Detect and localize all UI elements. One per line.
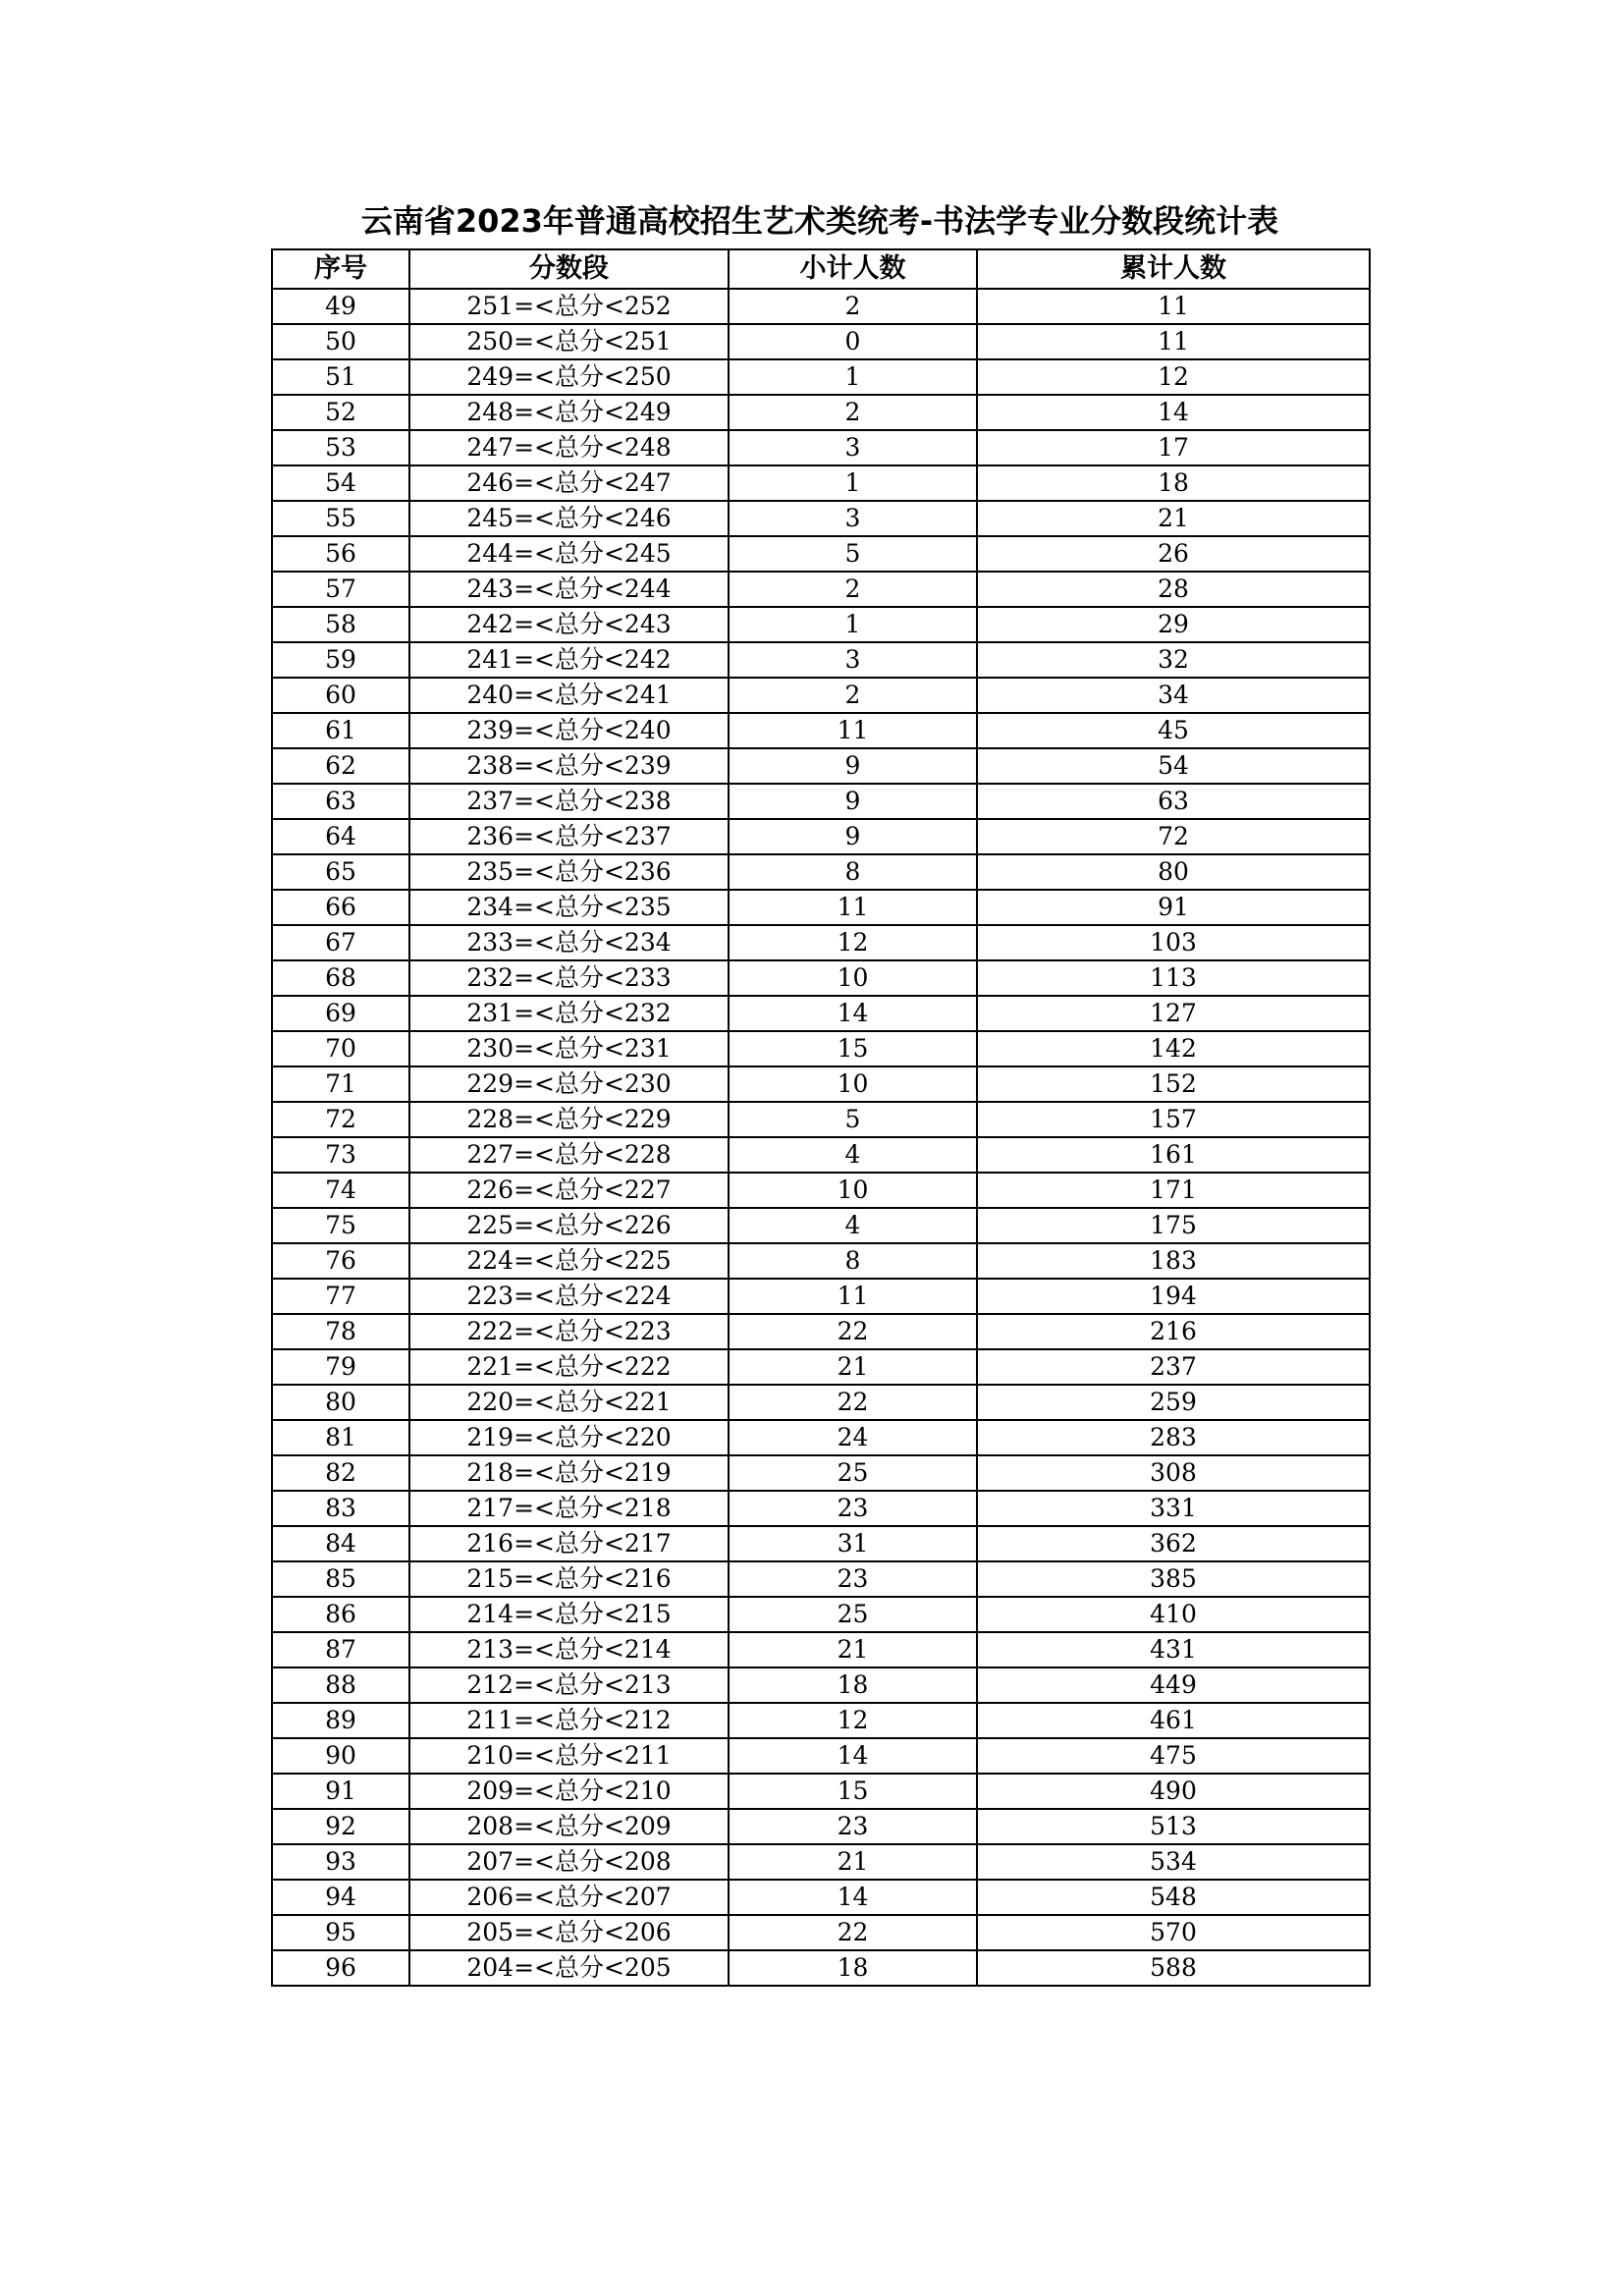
cell-index: 58 — [272, 607, 409, 642]
table-row — [272, 748, 1370, 784]
cell-cumulative: 91 — [977, 890, 1370, 925]
table-row — [272, 1915, 1370, 1950]
header-score-range: 分数段 — [409, 249, 729, 289]
cell-cumulative: 449 — [977, 1667, 1370, 1703]
table-row — [272, 1703, 1370, 1738]
table-row — [272, 607, 1370, 642]
table-header-row — [272, 249, 1370, 289]
table-row — [272, 1314, 1370, 1349]
table-row — [272, 465, 1370, 501]
cell-cumulative: 183 — [977, 1243, 1370, 1279]
cell-cumulative: 308 — [977, 1455, 1370, 1491]
cell-subtotal: 21 — [729, 1349, 977, 1385]
cell-subtotal: 3 — [729, 501, 977, 536]
cell-index: 71 — [272, 1066, 409, 1102]
cell-score-range: 244=<总分<245 — [409, 536, 729, 572]
table-row — [272, 642, 1370, 678]
table-row — [272, 784, 1370, 819]
cell-subtotal: 4 — [729, 1137, 977, 1173]
cell-score-range: 240=<总分<241 — [409, 678, 729, 713]
cell-subtotal: 22 — [729, 1385, 977, 1420]
cell-cumulative: 45 — [977, 713, 1370, 748]
cell-cumulative: 26 — [977, 536, 1370, 572]
table-row — [272, 1526, 1370, 1561]
cell-cumulative: 475 — [977, 1738, 1370, 1774]
cell-index: 54 — [272, 465, 409, 501]
cell-index: 94 — [272, 1880, 409, 1915]
table-row — [272, 1561, 1370, 1597]
cell-score-range: 218=<总分<219 — [409, 1455, 729, 1491]
cell-score-range: 214=<总分<215 — [409, 1597, 729, 1632]
cell-subtotal: 0 — [729, 324, 977, 359]
cell-score-range: 245=<总分<246 — [409, 501, 729, 536]
cell-score-range: 210=<总分<211 — [409, 1738, 729, 1774]
cell-index: 49 — [272, 289, 409, 324]
cell-score-range: 237=<总分<238 — [409, 784, 729, 819]
cell-cumulative: 513 — [977, 1809, 1370, 1844]
cell-score-range: 247=<总分<248 — [409, 430, 729, 465]
table-row — [272, 289, 1370, 324]
table-row — [272, 1455, 1370, 1491]
cell-cumulative: 588 — [977, 1950, 1370, 1986]
cell-cumulative: 28 — [977, 572, 1370, 607]
table-row — [272, 1385, 1370, 1420]
cell-cumulative: 171 — [977, 1173, 1370, 1208]
cell-index: 59 — [272, 642, 409, 678]
cell-subtotal: 25 — [729, 1597, 977, 1632]
cell-cumulative: 17 — [977, 430, 1370, 465]
table-row — [272, 1667, 1370, 1703]
cell-cumulative: 385 — [977, 1561, 1370, 1597]
cell-index: 87 — [272, 1632, 409, 1667]
cell-score-range: 208=<总分<209 — [409, 1809, 729, 1844]
cell-subtotal: 18 — [729, 1667, 977, 1703]
cell-subtotal: 23 — [729, 1561, 977, 1597]
cell-score-range: 215=<总分<216 — [409, 1561, 729, 1597]
cell-score-range: 251=<总分<252 — [409, 289, 729, 324]
cell-index: 67 — [272, 925, 409, 960]
cell-subtotal: 10 — [729, 1173, 977, 1208]
cell-score-range: 246=<总分<247 — [409, 465, 729, 501]
cell-score-range: 221=<总分<222 — [409, 1349, 729, 1385]
cell-subtotal: 3 — [729, 642, 977, 678]
cell-subtotal: 9 — [729, 748, 977, 784]
cell-cumulative: 12 — [977, 359, 1370, 395]
cell-subtotal: 25 — [729, 1455, 977, 1491]
cell-cumulative: 21 — [977, 501, 1370, 536]
cell-cumulative: 152 — [977, 1066, 1370, 1102]
cell-index: 81 — [272, 1420, 409, 1455]
cell-cumulative: 175 — [977, 1208, 1370, 1243]
cell-index: 85 — [272, 1561, 409, 1597]
cell-subtotal: 15 — [729, 1031, 977, 1066]
cell-subtotal: 23 — [729, 1809, 977, 1844]
cell-cumulative: 11 — [977, 289, 1370, 324]
table-row — [272, 1880, 1370, 1915]
cell-subtotal: 4 — [729, 1208, 977, 1243]
cell-score-range: 229=<总分<230 — [409, 1066, 729, 1102]
cell-cumulative: 216 — [977, 1314, 1370, 1349]
cell-cumulative: 34 — [977, 678, 1370, 713]
table-row — [272, 678, 1370, 713]
cell-cumulative: 237 — [977, 1349, 1370, 1385]
cell-cumulative: 461 — [977, 1703, 1370, 1738]
table-body — [272, 289, 1370, 1986]
cell-index: 52 — [272, 395, 409, 430]
table-row — [272, 430, 1370, 465]
cell-cumulative: 11 — [977, 324, 1370, 359]
table-row — [272, 1420, 1370, 1455]
cell-cumulative: 142 — [977, 1031, 1370, 1066]
cell-cumulative: 283 — [977, 1420, 1370, 1455]
table-row — [272, 1102, 1370, 1137]
table-row — [272, 1844, 1370, 1880]
cell-subtotal: 22 — [729, 1314, 977, 1349]
cell-score-range: 219=<总分<220 — [409, 1420, 729, 1455]
table-row — [272, 1208, 1370, 1243]
cell-subtotal: 12 — [729, 1703, 977, 1738]
cell-subtotal: 8 — [729, 854, 977, 890]
cell-subtotal: 9 — [729, 784, 977, 819]
cell-cumulative: 18 — [977, 465, 1370, 501]
cell-index: 96 — [272, 1950, 409, 1986]
cell-score-range: 239=<总分<240 — [409, 713, 729, 748]
cell-subtotal: 12 — [729, 925, 977, 960]
cell-cumulative: 410 — [977, 1597, 1370, 1632]
cell-cumulative: 548 — [977, 1880, 1370, 1915]
cell-subtotal: 5 — [729, 1102, 977, 1137]
cell-index: 78 — [272, 1314, 409, 1349]
cell-score-range: 223=<总分<224 — [409, 1279, 729, 1314]
cell-index: 69 — [272, 996, 409, 1031]
table-row — [272, 324, 1370, 359]
table-row — [272, 395, 1370, 430]
cell-index: 61 — [272, 713, 409, 748]
cell-subtotal: 10 — [729, 1066, 977, 1102]
cell-cumulative: 431 — [977, 1632, 1370, 1667]
cell-index: 66 — [272, 890, 409, 925]
cell-score-range: 209=<总分<210 — [409, 1774, 729, 1809]
cell-cumulative: 194 — [977, 1279, 1370, 1314]
cell-cumulative: 103 — [977, 925, 1370, 960]
table-row — [272, 960, 1370, 996]
table-row — [272, 1173, 1370, 1208]
cell-score-range: 243=<总分<244 — [409, 572, 729, 607]
cell-index: 55 — [272, 501, 409, 536]
cell-score-range: 226=<总分<227 — [409, 1173, 729, 1208]
cell-subtotal: 31 — [729, 1526, 977, 1561]
cell-score-range: 248=<总分<249 — [409, 395, 729, 430]
table-row — [272, 1774, 1370, 1809]
cell-index: 93 — [272, 1844, 409, 1880]
cell-index: 74 — [272, 1173, 409, 1208]
cell-score-range: 235=<总分<236 — [409, 854, 729, 890]
cell-score-range: 220=<总分<221 — [409, 1385, 729, 1420]
cell-cumulative: 32 — [977, 642, 1370, 678]
cell-index: 65 — [272, 854, 409, 890]
cell-index: 56 — [272, 536, 409, 572]
cell-subtotal: 1 — [729, 607, 977, 642]
table-row — [272, 1279, 1370, 1314]
cell-subtotal: 3 — [729, 430, 977, 465]
cell-score-range: 212=<总分<213 — [409, 1667, 729, 1703]
cell-subtotal: 24 — [729, 1420, 977, 1455]
cell-index: 84 — [272, 1526, 409, 1561]
cell-cumulative: 490 — [977, 1774, 1370, 1809]
table-row — [272, 1597, 1370, 1632]
cell-score-range: 217=<总分<218 — [409, 1491, 729, 1526]
header-subtotal: 小计人数 — [729, 249, 977, 289]
cell-index: 86 — [272, 1597, 409, 1632]
cell-score-range: 222=<总分<223 — [409, 1314, 729, 1349]
cell-subtotal: 21 — [729, 1632, 977, 1667]
cell-score-range: 241=<总分<242 — [409, 642, 729, 678]
cell-subtotal: 2 — [729, 678, 977, 713]
cell-cumulative: 259 — [977, 1385, 1370, 1420]
cell-score-range: 231=<总分<232 — [409, 996, 729, 1031]
score-distribution-table — [271, 248, 1371, 1987]
cell-score-range: 233=<总分<234 — [409, 925, 729, 960]
table-row — [272, 536, 1370, 572]
cell-score-range: 206=<总分<207 — [409, 1880, 729, 1915]
table-row — [272, 1738, 1370, 1774]
cell-subtotal: 18 — [729, 1950, 977, 1986]
cell-index: 95 — [272, 1915, 409, 1950]
table-row — [272, 1243, 1370, 1279]
table-row — [272, 854, 1370, 890]
table-row — [272, 890, 1370, 925]
cell-subtotal: 9 — [729, 819, 977, 854]
cell-subtotal: 14 — [729, 1738, 977, 1774]
cell-score-range: 250=<总分<251 — [409, 324, 729, 359]
cell-index: 88 — [272, 1667, 409, 1703]
cell-score-range: 242=<总分<243 — [409, 607, 729, 642]
cell-cumulative: 63 — [977, 784, 1370, 819]
cell-score-range: 227=<总分<228 — [409, 1137, 729, 1173]
table-row — [272, 996, 1370, 1031]
cell-index: 91 — [272, 1774, 409, 1809]
cell-cumulative: 534 — [977, 1844, 1370, 1880]
cell-cumulative: 157 — [977, 1102, 1370, 1137]
cell-score-range: 213=<总分<214 — [409, 1632, 729, 1667]
table-row — [272, 1809, 1370, 1844]
cell-cumulative: 113 — [977, 960, 1370, 996]
cell-index: 50 — [272, 324, 409, 359]
cell-subtotal: 23 — [729, 1491, 977, 1526]
cell-index: 90 — [272, 1738, 409, 1774]
cell-subtotal: 15 — [729, 1774, 977, 1809]
cell-cumulative: 29 — [977, 607, 1370, 642]
cell-score-range: 216=<总分<217 — [409, 1526, 729, 1561]
table-row — [272, 1491, 1370, 1526]
cell-index: 83 — [272, 1491, 409, 1526]
cell-index: 82 — [272, 1455, 409, 1491]
table-row — [272, 501, 1370, 536]
cell-index: 64 — [272, 819, 409, 854]
cell-subtotal: 5 — [729, 536, 977, 572]
cell-subtotal: 10 — [729, 960, 977, 996]
table-row — [272, 819, 1370, 854]
cell-index: 60 — [272, 678, 409, 713]
cell-score-range: 232=<总分<233 — [409, 960, 729, 996]
table-row — [272, 1066, 1370, 1102]
cell-index: 79 — [272, 1349, 409, 1385]
cell-subtotal: 11 — [729, 890, 977, 925]
cell-subtotal: 22 — [729, 1915, 977, 1950]
cell-subtotal: 11 — [729, 1279, 977, 1314]
cell-cumulative: 331 — [977, 1491, 1370, 1526]
cell-score-range: 224=<总分<225 — [409, 1243, 729, 1279]
cell-cumulative: 570 — [977, 1915, 1370, 1950]
cell-subtotal: 2 — [729, 572, 977, 607]
cell-score-range: 249=<总分<250 — [409, 359, 729, 395]
cell-score-range: 234=<总分<235 — [409, 890, 729, 925]
cell-score-range: 205=<总分<206 — [409, 1915, 729, 1950]
cell-score-range: 204=<总分<205 — [409, 1950, 729, 1986]
table-row — [272, 1349, 1370, 1385]
table-row — [272, 925, 1370, 960]
cell-score-range: 207=<总分<208 — [409, 1844, 729, 1880]
cell-subtotal: 1 — [729, 465, 977, 501]
cell-cumulative: 54 — [977, 748, 1370, 784]
cell-index: 53 — [272, 430, 409, 465]
cell-subtotal: 2 — [729, 395, 977, 430]
cell-subtotal: 21 — [729, 1844, 977, 1880]
cell-index: 76 — [272, 1243, 409, 1279]
cell-cumulative: 362 — [977, 1526, 1370, 1561]
cell-index: 92 — [272, 1809, 409, 1844]
cell-cumulative: 72 — [977, 819, 1370, 854]
page-title: 云南省2023年普通高校招生艺术类统考-书法学专业分数段统计表 — [360, 202, 1279, 240]
table-row — [272, 359, 1370, 395]
cell-index: 62 — [272, 748, 409, 784]
cell-index: 70 — [272, 1031, 409, 1066]
cell-subtotal: 1 — [729, 359, 977, 395]
cell-index: 80 — [272, 1385, 409, 1420]
cell-index: 73 — [272, 1137, 409, 1173]
cell-index: 57 — [272, 572, 409, 607]
table-row — [272, 713, 1370, 748]
cell-score-range: 238=<总分<239 — [409, 748, 729, 784]
table-row — [272, 572, 1370, 607]
cell-index: 75 — [272, 1208, 409, 1243]
table-row — [272, 1031, 1370, 1066]
cell-cumulative: 127 — [977, 996, 1370, 1031]
cell-subtotal: 8 — [729, 1243, 977, 1279]
cell-subtotal: 14 — [729, 996, 977, 1031]
cell-cumulative: 161 — [977, 1137, 1370, 1173]
cell-index: 89 — [272, 1703, 409, 1738]
cell-cumulative: 80 — [977, 854, 1370, 890]
table-row — [272, 1632, 1370, 1667]
header-index: 序号 — [272, 249, 409, 289]
table-row — [272, 1950, 1370, 1986]
cell-subtotal: 2 — [729, 289, 977, 324]
cell-score-range: 228=<总分<229 — [409, 1102, 729, 1137]
table-row — [272, 1137, 1370, 1173]
cell-subtotal: 14 — [729, 1880, 977, 1915]
cell-score-range: 236=<总分<237 — [409, 819, 729, 854]
cell-score-range: 225=<总分<226 — [409, 1208, 729, 1243]
cell-score-range: 230=<总分<231 — [409, 1031, 729, 1066]
cell-index: 68 — [272, 960, 409, 996]
header-cumulative: 累计人数 — [977, 249, 1370, 289]
cell-cumulative: 14 — [977, 395, 1370, 430]
cell-score-range: 211=<总分<212 — [409, 1703, 729, 1738]
cell-index: 63 — [272, 784, 409, 819]
cell-index: 77 — [272, 1279, 409, 1314]
cell-index: 51 — [272, 359, 409, 395]
cell-index: 72 — [272, 1102, 409, 1137]
cell-subtotal: 11 — [729, 713, 977, 748]
